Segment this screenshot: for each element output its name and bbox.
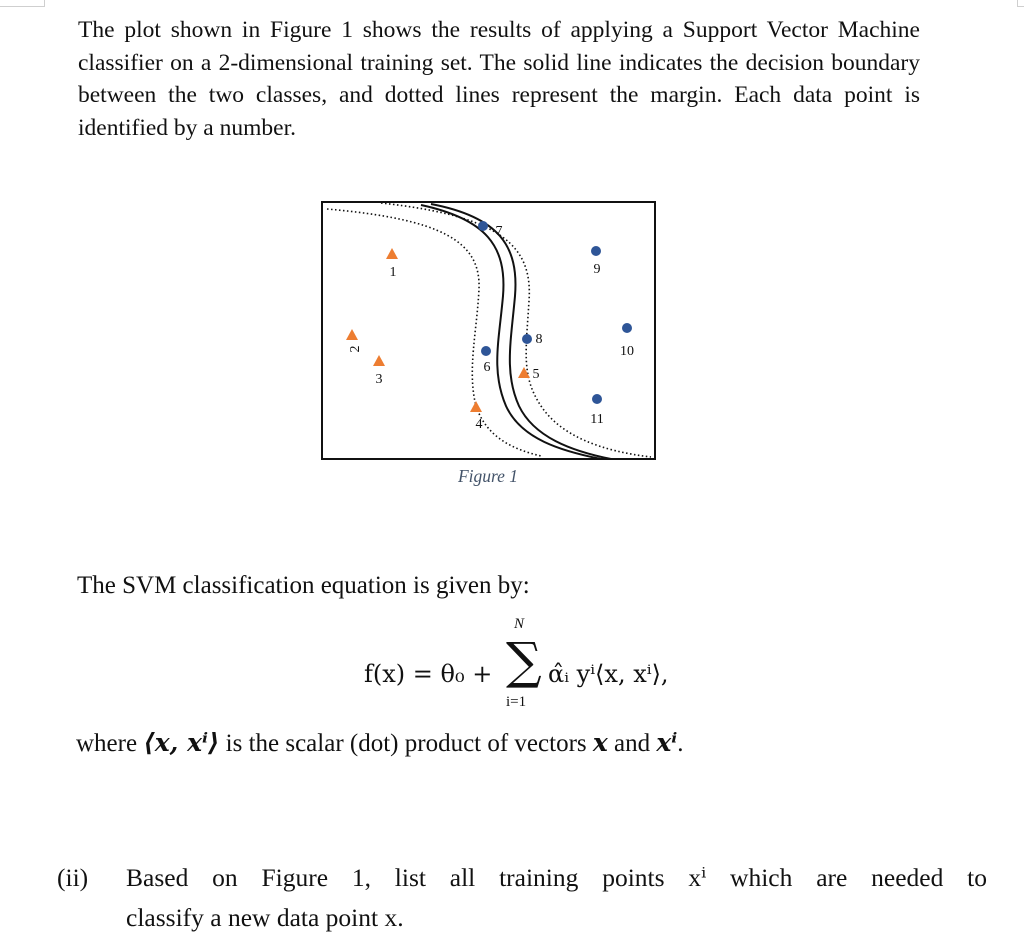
where-x: x — [592, 728, 608, 757]
where-xi: xⁱ — [656, 728, 678, 757]
point-marker-11 — [592, 394, 602, 404]
intro-paragraph: The plot shown in Figure 1 shows the results of applying a Support Vector Machine classifier on a 2-dimensional training set. The solid line indicates the decision boundary between the two classes, and dotted lines represent the margin. Each data point is identified by a number. — [78, 17, 920, 141]
where-part2: is the scalar (dot) product of vectors — [219, 730, 593, 757]
point-label-6: 6 — [483, 360, 491, 375]
svm-equation — [364, 614, 704, 719]
where-and: and — [607, 730, 657, 757]
where-end: . — [677, 730, 684, 757]
question-line-1: Based on Figure 1, list all training points xⁱ which are needed to — [126, 863, 987, 892]
point-marker-8 — [522, 334, 532, 344]
svm-plot — [321, 201, 657, 461]
plot-frame — [322, 202, 655, 459]
question-line-2: classify a new data point x. — [126, 903, 404, 932]
where-part1: where — [76, 730, 144, 757]
point-label-5: 5 — [532, 367, 540, 382]
sum-symbol: ∑ — [506, 632, 542, 690]
point-label-8: 8 — [535, 332, 543, 347]
figure-caption: Figure 1 — [457, 466, 519, 486]
point-marker-9 — [591, 246, 601, 256]
point-marker-7 — [478, 221, 488, 231]
equation-lhs: f(x) = θ₀ + — [364, 660, 493, 688]
point-marker-10 — [622, 323, 632, 333]
page-corner-mark-right — [1017, 0, 1024, 7]
where-bracket: ⟨x, xⁱ⟩ — [143, 728, 220, 757]
point-label-3: 3 — [375, 372, 383, 387]
sum-lower-limit: i=1 — [506, 694, 527, 710]
point-label-7: 7 — [495, 224, 503, 239]
point-label-4: 4 — [475, 417, 483, 432]
where-sentence — [76, 728, 684, 758]
sum-upper-limit: N — [514, 616, 525, 632]
point-label-1: 1 — [389, 265, 397, 280]
question-number: (ii) — [57, 863, 89, 892]
figure-1 — [321, 201, 657, 461]
question-text — [126, 858, 987, 938]
equation-intro: The SVM classification equation is given by: — [77, 572, 530, 599]
point-label-9: 9 — [593, 262, 601, 277]
point-label-10: 10 — [620, 344, 634, 359]
point-marker-6 — [481, 346, 491, 356]
point-label-2: 2 — [348, 345, 363, 353]
point-label-11: 11 — [590, 412, 604, 427]
equation-term: α̂ᵢ yⁱ⟨x, xⁱ⟩, — [548, 660, 669, 688]
page-corner-mark-left — [0, 0, 45, 7]
